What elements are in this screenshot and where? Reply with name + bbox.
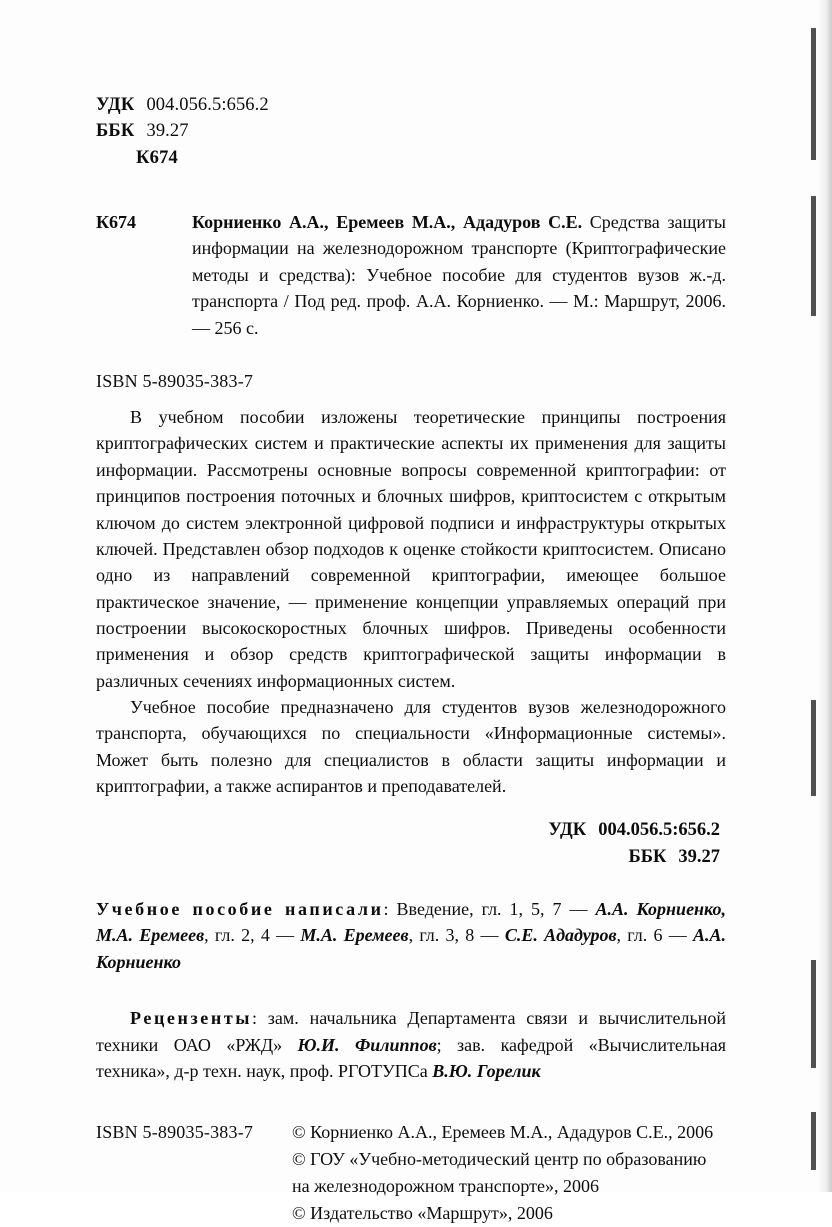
authorship-names-2: М.А. Еремеев <box>300 925 409 946</box>
copyright-line-2: © ГОУ «Учебно-методический центр по образованию на железнодорожном транспорте», 2006 <box>292 1148 707 1196</box>
copyright-isbn: ISBN 5-89035-383-7 <box>96 1121 254 1142</box>
authorship-names-4: А.А. Корниенко <box>96 925 727 972</box>
scan-artifact <box>811 700 816 796</box>
isbn-line: ISBN 5-89035-383-7 <box>96 371 254 392</box>
code-label-udk: УДК <box>96 95 135 115</box>
code-value-udk: 004.056.5:656.2 <box>146 95 269 115</box>
authorship-lead: Учебное пособие написали <box>96 898 384 919</box>
reviewers-note <box>96 1005 726 1084</box>
code-value-udk-bottom: 004.056.5:656.2 <box>598 820 720 841</box>
code-label-udk-bottom: УДК <box>548 820 587 841</box>
copyright-line-3: © Издательство «Маршрут», 2006 <box>292 1202 553 1223</box>
citation-text <box>192 209 726 341</box>
code-label-bbk-bottom: ББК <box>628 846 667 867</box>
reviewers-body-1: : зам. начальника Департамента связи и вычислительной техники ОАО «РЖД» <box>96 1008 726 1055</box>
scan-artifact <box>811 28 816 160</box>
code-value-bbk-bottom: 39.27 <box>678 846 720 867</box>
authorship-names-3: С.Е. Ададуров <box>504 925 617 946</box>
bibliographic-citation <box>96 209 726 341</box>
authorship-body-2: , гл. 2, 4 — <box>204 925 301 946</box>
code-row-bbk-bottom <box>96 844 720 870</box>
code-label-shelfmark: К674 <box>136 147 178 168</box>
abstract-paragraph-1: В учебном пособии изложены теоретические принципы построения криптографических систем и практические аспекты их применения для защиты информации. Рассмотрены основные вопросы современной криптографии: от принципов построения поточных и блочных шифров, криптосистем с открытым ключом до систем электронной цифровой подписи и инфраструктуры открытых ключей. Представлен обзор подходов к оценке стойкости криптосистем. Описано одно из направлений современной криптографии, имеющее большое практическое значение, — применение концепции управляемых операций при построении высокоскоростных блочных шифров. Приведены особенности применения и обзор средств криптографической защиты информации в различных сечениях информационных систем. <box>96 407 726 691</box>
authorship-body-4: , гл. 6 — <box>616 925 693 946</box>
reviewer-name-2: В.Ю. Горелик <box>432 1061 541 1082</box>
classification-codes-bottom <box>96 817 726 870</box>
authorship-body: : Введение, гл. 1, 5, 7 — <box>383 898 596 919</box>
code-row-udk <box>96 92 726 118</box>
code-row-shelfmark <box>136 145 726 171</box>
reviewers-paragraph <box>96 1005 726 1084</box>
reviewers-lead: Рецензенты <box>130 1008 252 1029</box>
citation-authors: Корниенко А.А., Еремеев М.А., Ададуров С.Е. <box>192 211 583 232</box>
copyright-lines <box>292 1119 726 1227</box>
classification-codes-top <box>96 92 726 171</box>
abstract <box>96 404 726 799</box>
scan-artifact <box>811 1112 816 1170</box>
reviewer-name-1: Ю.И. Филиппов <box>297 1034 437 1055</box>
copyright-block <box>96 1119 726 1227</box>
citation-shelfmark: К674 <box>96 211 137 232</box>
copyright-line-1: © Корниенко А.А., Еремеев М.А., Ададуров С.Е., 2006 <box>292 1121 714 1142</box>
code-row-bbk <box>96 118 726 144</box>
reviewers-body-2: ; зав. кафедрой «Вычислительная техника», д-р техн. наук, проф. РГОТУПСа <box>96 1034 727 1082</box>
authorship-paragraph <box>96 896 726 975</box>
abstract-paragraph-2: Учебное пособие предназначено для студентов вузов железнодорожного транспорта, обучающихся по специальности «Информационные системы». Может быть полезно для специалистов в области защиты информации и криптографии, а также аспирантов и преподавателей. <box>96 697 726 797</box>
scan-artifact <box>811 196 816 316</box>
authorship-body-3: , гл. 3, 8 — <box>408 925 505 946</box>
page-content <box>96 92 726 1227</box>
code-value-bbk: 39.27 <box>146 121 189 142</box>
authorship-note <box>96 896 726 975</box>
scan-artifact <box>811 960 816 1068</box>
page-edge-shadow <box>818 0 832 1192</box>
citation-title: Средства защиты информации на железнодорожном транспорте (Криптографические методы и средства): Учебное пособие для студентов вузов ж.-д. транспорта / Под ред. проф. А.А. Корниенко. — М.: Маршрут, 2006. — 256 с. <box>192 211 727 338</box>
code-label-bbk: ББК <box>96 121 135 142</box>
authorship-names-1: А.А. Корниенко, М.А. Еремеев <box>96 898 726 946</box>
code-row-udk-bottom <box>96 817 720 843</box>
